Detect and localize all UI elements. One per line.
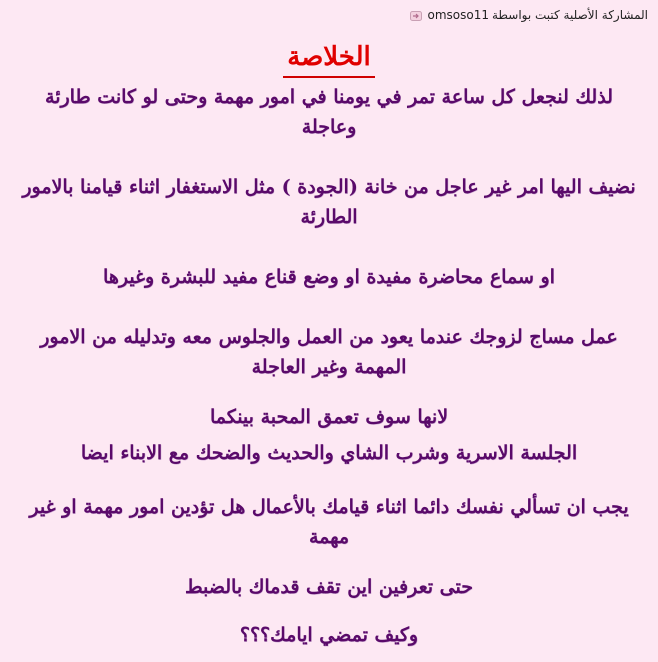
view-post-arrow-icon[interactable]	[410, 10, 422, 20]
post-paragraph: نضيف اليها امر غير عاجل من خانة (الجودة ) مثل الاستغفار اثناء قيامنا بالامور الطارئة	[22, 176, 636, 228]
post-title	[0, 40, 658, 78]
post-paragraph: حتى تعرفين اين تقف قدماك بالضبط	[185, 576, 473, 598]
post-paragraph: وكيف تمضي ايامك؟؟؟	[239, 624, 419, 646]
post-paragraph: الجلسة الاسرية وشرب الشاي والحديث والضحك مع الابناء ايضا	[80, 442, 578, 464]
post-title-text: الخلاصة	[283, 40, 374, 78]
post-paragraph: لذلك لنجعل كل ساعة تمر في يومنا في امور مهمة وحتى لو كانت طارئة وعاجلة	[45, 86, 613, 138]
quote-attribution-text: المشاركة الأصلية كتبت بواسطة	[491, 8, 648, 22]
post-paragraph: عمل مساج لزوجك عندما يعود من العمل والجلوس معه وتدليله من الامور المهمة وغير العاجلة	[40, 326, 618, 378]
quote-header	[408, 8, 648, 22]
quote-username: omsoso11	[427, 8, 489, 22]
post-paragraph: لانها سوف تعمق المحبة بينكما	[209, 406, 449, 428]
post-paragraph: يجب ان تسألي نفسك دائما اثناء قيامك بالأعمال هل تؤدين امور مهمة او غير مهمة	[29, 496, 629, 548]
post-paragraph: او سماع محاضرة مفيدة او وضع قناع مفيد للبشرة وغيرها	[103, 266, 555, 288]
